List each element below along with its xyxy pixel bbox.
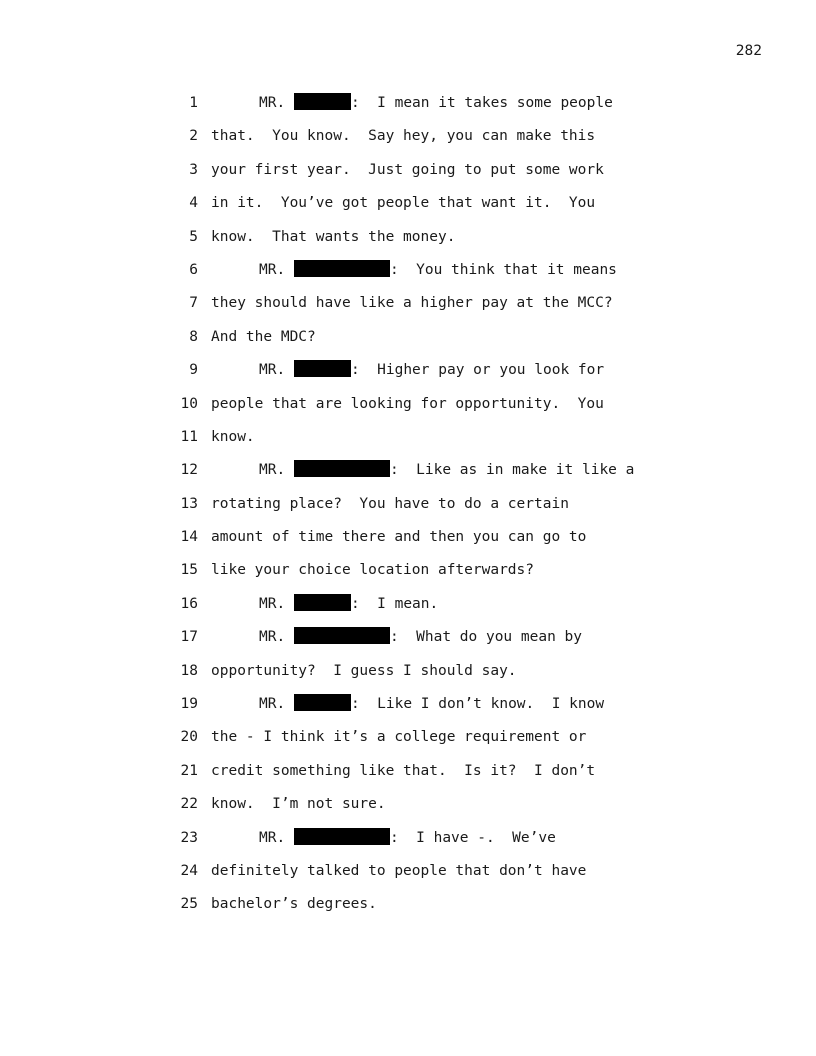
transcript-line [170, 157, 690, 190]
transcript-line [170, 524, 690, 557]
redaction-bar [294, 694, 351, 711]
line-number: 11 [180, 428, 198, 445]
line-text: credit something like that. Is it? I don’t [211, 762, 596, 779]
transcript-line [170, 123, 690, 156]
line-number: 25 [180, 896, 198, 913]
speaker-label: MR. [259, 629, 286, 646]
utterance-text: : Like as in make it like a [389, 462, 635, 479]
line-text: people that are looking for opportunity. You [211, 395, 604, 412]
line-number: 14 [180, 529, 198, 546]
redaction-bar [294, 93, 351, 110]
transcript-line [170, 257, 690, 290]
transcript-line [170, 858, 690, 891]
utterance-text: : I have -. We’ve [389, 829, 556, 846]
line-text: know. I’m not sure. [211, 796, 386, 813]
line-number: 13 [180, 495, 198, 512]
utterance-text: : I mean. [350, 595, 439, 612]
line-number: 21 [180, 762, 198, 779]
transcript-line [170, 224, 690, 257]
utterance-text: : You think that it means [389, 261, 617, 278]
line-number: 3 [189, 161, 198, 178]
line-text: And the MDC? [211, 328, 316, 345]
redaction-bar [294, 594, 351, 611]
line-number: 22 [180, 796, 198, 813]
line-text: amount of time there and then you can go to [211, 529, 587, 546]
transcript-line [170, 491, 690, 524]
redaction-bar [294, 260, 390, 277]
transcript-line [170, 758, 690, 791]
line-number: 20 [180, 729, 198, 746]
transcript-line [170, 658, 690, 691]
speaker-label: MR. [259, 696, 286, 713]
speaker-label: MR. [259, 595, 286, 612]
line-number: 23 [180, 829, 198, 846]
line-number: 16 [180, 595, 198, 612]
speaker-label: MR. [259, 362, 286, 379]
page-number: 282 [735, 43, 762, 59]
speaker-label: MR. [259, 95, 286, 111]
transcript-line [170, 557, 690, 590]
utterance-text: : What do you mean by [389, 629, 582, 646]
transcript-line [170, 691, 690, 724]
line-number: 17 [180, 629, 198, 646]
line-text: rotating place? You have to do a certain [211, 495, 569, 512]
line-text: know. [211, 428, 255, 445]
speaker-turn [259, 357, 604, 383]
speaker-turn [259, 691, 604, 717]
transcript-line [170, 90, 690, 123]
line-number: 7 [189, 295, 198, 312]
line-text: opportunity? I guess I should say. [211, 662, 517, 679]
line-number: 10 [180, 395, 198, 412]
line-text: they should have like a higher pay at the MCC? [211, 295, 613, 312]
utterance-text: : I mean it takes some people [350, 95, 613, 111]
utterance-text: : Higher pay or you look for [350, 362, 605, 379]
transcript-line [170, 791, 690, 824]
speaker-turn [259, 257, 617, 283]
speaker-turn [259, 624, 582, 650]
line-number: 18 [180, 662, 198, 679]
speaker-turn [259, 591, 438, 617]
transcript-line [170, 724, 690, 757]
speaker-label: MR. [259, 829, 286, 846]
line-text: bachelor’s degrees. [211, 896, 377, 913]
line-text: your first year. Just going to put some work [211, 161, 604, 178]
redaction-bar [294, 460, 390, 477]
line-text: the - I think it’s a college requirement or [211, 729, 587, 746]
line-text: definitely talked to people that don’t have [211, 862, 587, 879]
transcript-line [170, 357, 690, 390]
line-text: in it. You’ve got people that want it. You [211, 195, 596, 212]
line-text: know. That wants the money. [211, 228, 456, 245]
speaker-label: MR. [259, 261, 286, 278]
speaker-turn [259, 457, 634, 483]
redaction-bar [294, 828, 390, 845]
transcript-body [170, 90, 690, 925]
speaker-label: MR. [259, 462, 286, 479]
line-number: 15 [180, 562, 198, 579]
line-number: 1 [189, 95, 198, 111]
speaker-turn [259, 825, 556, 851]
transcript-line [170, 324, 690, 357]
line-number: 6 [189, 261, 198, 278]
line-text: that. You know. Say hey, you can make this [211, 128, 596, 145]
utterance-text: : Like I don’t know. I know [350, 696, 605, 713]
redaction-bar [294, 360, 351, 377]
line-text: like your choice location afterwards? [211, 562, 535, 579]
line-number: 8 [189, 328, 198, 345]
transcript-line [170, 591, 690, 624]
line-number: 4 [189, 195, 198, 212]
redaction-bar [294, 627, 390, 644]
line-number: 9 [189, 362, 198, 379]
line-number: 19 [180, 696, 198, 713]
line-number: 24 [180, 862, 198, 879]
speaker-turn [259, 90, 613, 116]
transcript-line [170, 424, 690, 457]
transcript-line [170, 190, 690, 223]
line-number: 5 [189, 228, 198, 245]
transcript-line [170, 290, 690, 323]
transcript-line [170, 891, 690, 924]
transcript-line [170, 457, 690, 490]
transcript-line [170, 391, 690, 424]
transcript-line [170, 624, 690, 657]
line-number: 2 [189, 128, 198, 145]
transcript-line [170, 825, 690, 858]
line-number: 12 [180, 462, 198, 479]
